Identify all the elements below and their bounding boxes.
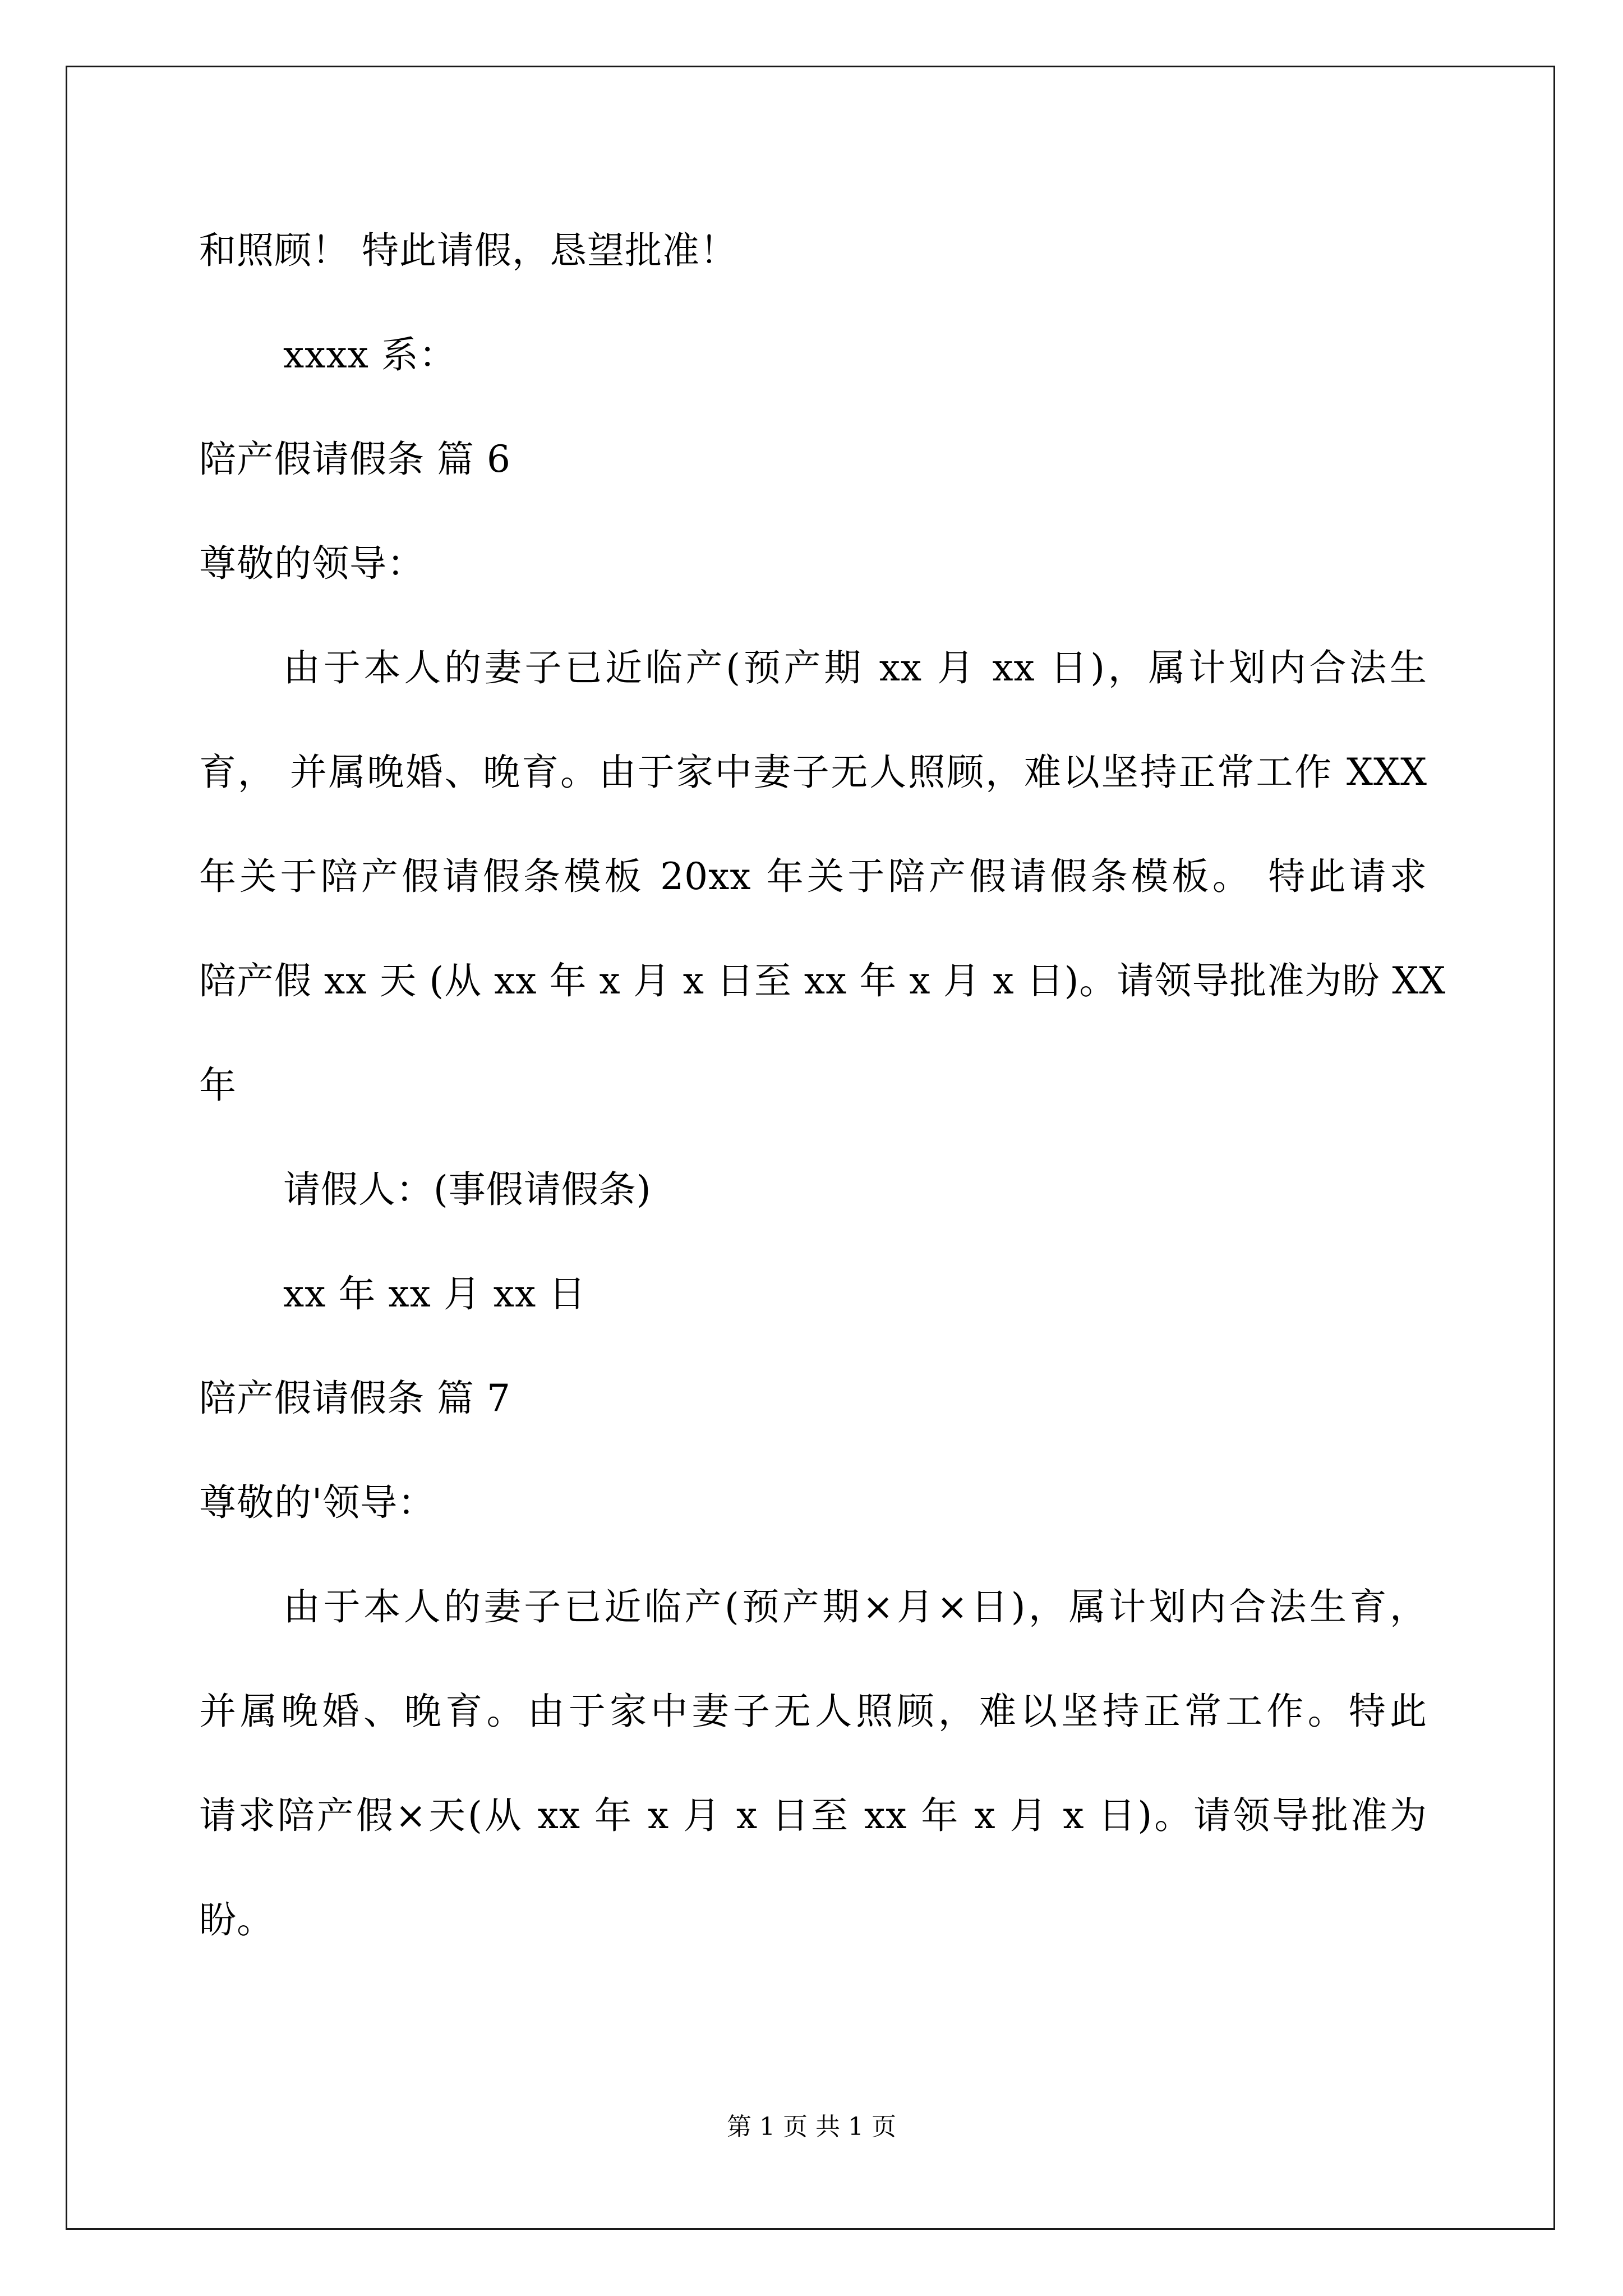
paragraph-line: 育， 并属晚婚、晚育。由于家中妻子无人照顾，难以坚持正常工作 XXX [199, 751, 1427, 794]
page-footer: 第 1 页 共 1 页 [727, 2113, 896, 2141]
paragraph-line: 年关于陪产假请假条模板 20xx 年关于陪产假请假条模板。 特此请求 [199, 855, 1427, 898]
applicant-line: 请假人：(事假请假条) [283, 1168, 652, 1211]
paragraph-line: 由于本人的妻子已近临产(预产期 xx 月 xx 日)，属计划内合法生 [283, 646, 1427, 689]
section-heading-6: 陪产假请假条 篇 6 [199, 438, 511, 481]
salutation: 尊敬的'领导： [199, 1481, 436, 1524]
paragraph-line: 由于本人的妻子已近临产(预产期×月×日)，属计划内合法生育， [283, 1585, 1427, 1628]
paragraph-line: 盼。 [199, 1898, 274, 1941]
paragraph-line: 请求陪产假×天(从 xx 年 x 月 x 日至 xx 年 x 月 x 日)。请领导批准为 [199, 1794, 1427, 1837]
section-heading-7: 陪产假请假条 篇 7 [199, 1377, 511, 1420]
department-line: xxxx 系： [283, 333, 457, 376]
paragraph-line: 陪产假 xx 天 (从 xx 年 x 月 x 日至 xx 年 x 月 x 日)。请领导批准为盼 XX [199, 959, 1446, 1002]
date-line: xx 年 xx 月 xx 日 [283, 1272, 587, 1315]
paragraph-line: 和照顾！ 特此请假，恳望批准！ [199, 229, 737, 272]
paragraph-line: 年 [199, 1064, 237, 1107]
page-border [66, 66, 1555, 2230]
paragraph-line: 并属晚婚、晚育。由于家中妻子无人照顾，难以坚持正常工作。特此 [199, 1690, 1427, 1733]
salutation: 尊敬的领导： [199, 542, 425, 585]
